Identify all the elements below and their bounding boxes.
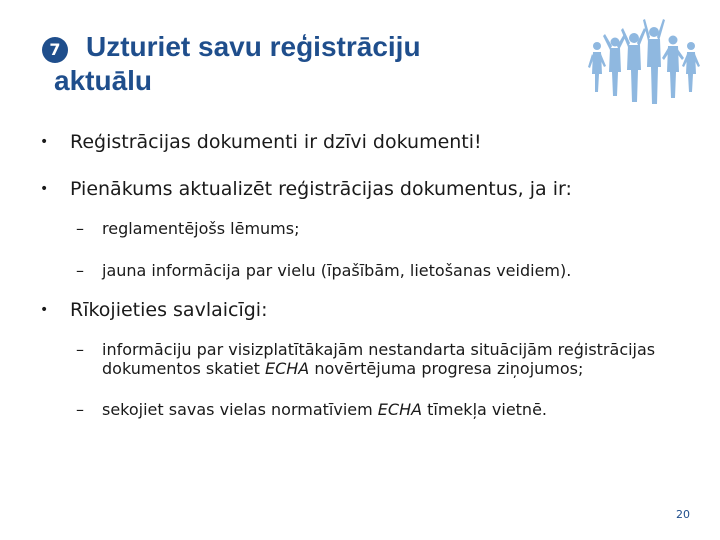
bullet-2 — [40, 175, 690, 203]
runners-illustration — [585, 12, 705, 112]
sub-bullet-2-2-text: jauna informācija par vielu (īpašībām, lietošanas veidiem). — [102, 261, 572, 280]
title-line-2: aktuālu — [54, 65, 153, 96]
sub-bullet-marker: – — [76, 340, 84, 359]
bullet-1-text: Reģistrācijas dokumenti ir dzīvi dokumenti! — [70, 131, 482, 153]
sub-bullet-3-2 — [40, 400, 690, 419]
sub-bullet-marker: – — [76, 261, 84, 280]
number-badge-icon: 7 — [42, 37, 68, 63]
bullet-marker: • — [40, 134, 49, 150]
runner-figure-5 — [662, 36, 684, 99]
slide-title-block — [40, 30, 560, 98]
page-number: 20 — [676, 508, 690, 521]
sub-bullet-marker: – — [76, 400, 84, 419]
bullet-3-text: Rīkojieties savlaicīgi: — [70, 299, 268, 321]
sub-bullet-3-1 — [40, 340, 662, 378]
sub-bullet-3-2-em: ECHA — [377, 400, 423, 419]
sub-bullet-2-2 — [40, 261, 690, 280]
sub-bullet-3-2-pre: sekojiet savas vielas normatīviem — [102, 400, 378, 419]
runner-figure-6 — [682, 42, 700, 92]
sub-bullet-3-2-post: tīmekļa vietnē. — [422, 400, 547, 419]
runner-figure-3 — [621, 28, 646, 102]
sub-bullet-3-1-pre: informāciju par visizplatītākajām nestandarta situācijām reģistrācijas dokumentos skatiet — [102, 340, 656, 378]
bullet-marker: • — [40, 302, 49, 318]
bullet-marker: • — [40, 181, 49, 197]
title-line-1: Uzturiet savu reģistrāciju — [86, 31, 421, 62]
slide-title — [40, 30, 560, 98]
sub-bullet-marker: – — [76, 219, 84, 238]
bullet-2-text: Pienākums aktualizēt reģistrācijas dokumentus, ja ir: — [70, 178, 572, 200]
bullet-3 — [40, 296, 690, 324]
sub-bullet-3-1-post: novērtējuma progresa ziņojumos; — [309, 359, 584, 378]
runner-figure-1 — [588, 42, 606, 92]
bullet-list — [40, 128, 690, 419]
runner-figure-4 — [643, 19, 665, 104]
runner-figure-2 — [603, 34, 626, 96]
sub-bullet-2-1 — [40, 219, 690, 238]
bullet-1 — [40, 128, 690, 156]
sub-bullet-2-1-text: reglamentējošs lēmums; — [102, 219, 300, 238]
sub-bullet-3-1-em: ECHA — [264, 359, 310, 378]
